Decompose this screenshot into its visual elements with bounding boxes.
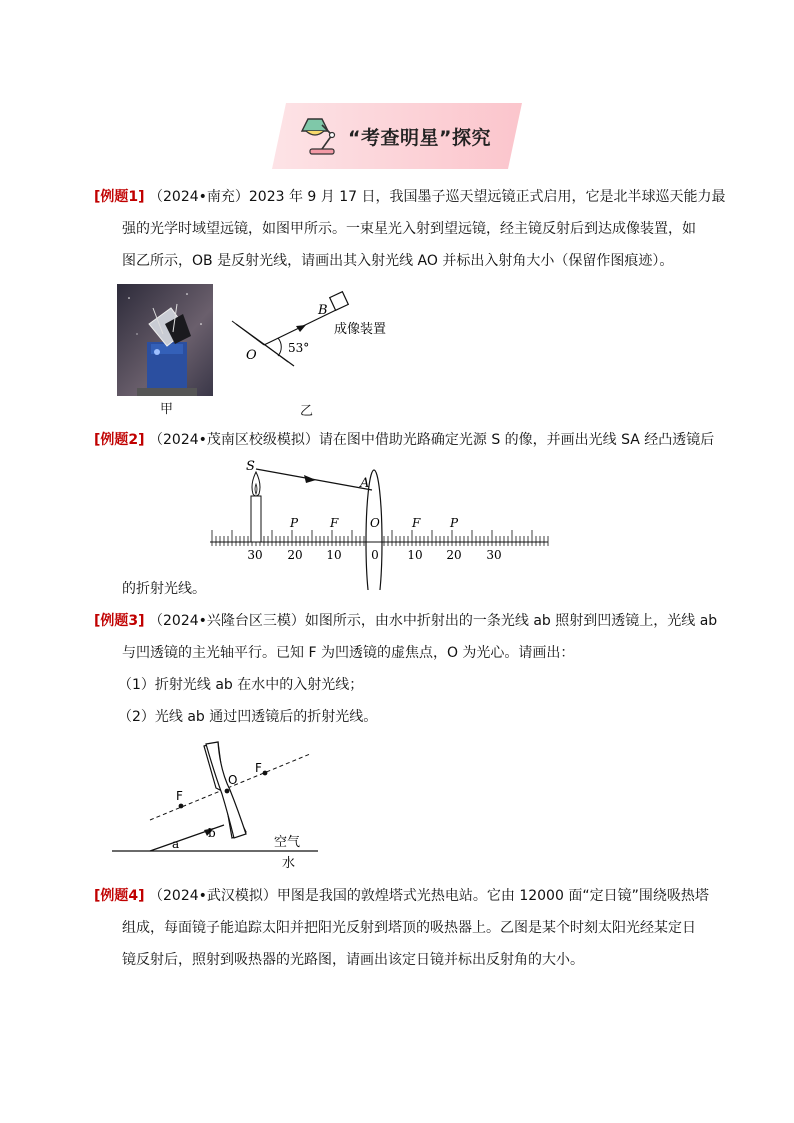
svg-text:30: 30	[486, 548, 502, 562]
label-water: 水	[282, 856, 296, 871]
angle-label: 53°	[288, 341, 310, 355]
label-f-left: F	[330, 516, 339, 530]
angle-arc	[278, 338, 281, 356]
svg-text:10: 10	[326, 548, 342, 562]
ex1-tag: [例题1]	[94, 189, 145, 205]
label-o: O	[246, 348, 257, 363]
imaging-device-box	[330, 292, 349, 311]
focal-point-right	[263, 771, 268, 776]
convex-lens-diagram	[200, 456, 556, 590]
optical-center	[225, 789, 230, 794]
svg-text:0: 0	[371, 548, 379, 562]
ex2-line-2: 的折射光线。	[122, 581, 206, 597]
label-b: b	[208, 826, 216, 840]
focal-point-left	[179, 804, 184, 809]
label-a: a	[172, 837, 180, 851]
svg-text:20: 20	[446, 548, 462, 562]
ex3-item-2: （2）光线 ab 通过凹透镜后的折射光线。	[118, 709, 378, 725]
ex2-tag: [例题2]	[94, 432, 145, 448]
label-a: A	[360, 476, 370, 491]
label-o: O	[228, 773, 238, 787]
ex4-tag: [例题4]	[94, 888, 145, 904]
ex4-line-1	[94, 887, 709, 905]
ex4-line-3: 镜反射后，照射到吸热器的光路图，请画出该定日镜并标出反射角的大小。	[122, 952, 584, 968]
svg-text:10: 10	[407, 548, 423, 562]
label-f-right: F	[412, 516, 421, 530]
desk-lamp-icon	[300, 115, 340, 157]
label-o-center: O	[370, 516, 380, 530]
fig-yi-caption: 乙	[300, 404, 314, 419]
ex3-line-2: 与凹透镜的主光轴平行。已知 F 为凹透镜的虚焦点，O 为光心。请画出：	[122, 645, 575, 661]
candle-body	[251, 496, 261, 542]
reflection-diagram	[228, 290, 408, 382]
label-s: S	[246, 459, 255, 474]
ex1-line-3: 图乙所示，OB 是反射光线，请画出其入射光线 AO 并标出入射角大小（保留作图痕迹）。	[122, 253, 674, 269]
ex1-line-2: 强的光学时域望远镜，如图甲所示。一束星光入射到望远镜，经主镜反射后到达成像装置，如	[122, 221, 696, 237]
mirror-hatching	[232, 321, 288, 362]
fig-jia-caption: 甲	[160, 402, 174, 417]
ex1-line-1	[94, 188, 726, 206]
telescope-photo	[117, 284, 213, 396]
ruler-numbers	[247, 548, 501, 562]
section-banner	[272, 103, 524, 169]
ex3-tag: [例题3]	[94, 613, 145, 629]
concave-lens-diagram	[110, 740, 330, 872]
label-f-right: F	[255, 761, 262, 775]
device-label: 成像装置	[334, 322, 387, 337]
section-title: “考查明星”探究	[348, 127, 491, 149]
ex4-line-2: 组成，每面镜子能追踪太阳并把阳光反射到塔顶的吸热器上。乙图是某个时刻太阳光经某定日	[122, 920, 696, 936]
label-p-right: P	[450, 516, 459, 530]
svg-text:30: 30	[247, 548, 263, 562]
ex3-item-1: （1）折射光线 ab 在水中的入射光线；	[118, 677, 364, 693]
ex2-line-1	[94, 431, 714, 449]
ex4-text-1: （2024•武汉模拟）甲图是我国的敦煌塔式光热电站。它由 12000 面“定日镜”围绕吸热塔	[149, 888, 709, 904]
label-p-left: P	[290, 516, 299, 530]
ex1-text-1: （2024•南充）2023 年 9 月 17 日，我国墨子巡天望远镜正式启用，它是北半球巡天能力最	[149, 189, 726, 205]
label-b: B	[318, 303, 328, 318]
svg-text:20: 20	[287, 548, 303, 562]
ex3-text-1: （2024•兴隆台区三模）如图所示，由水中折射出的一条光线 ab 照射到凹透镜上，光线 ab	[149, 613, 718, 629]
ex2-text-1: （2024•茂南区校级模拟）请在图中借助光路确定光源 S 的像，并画出光线 SA 经凸透镜后	[149, 432, 715, 448]
label-f-left: F	[176, 789, 183, 803]
ex3-line-1	[94, 612, 717, 630]
label-air: 空气	[274, 835, 301, 850]
